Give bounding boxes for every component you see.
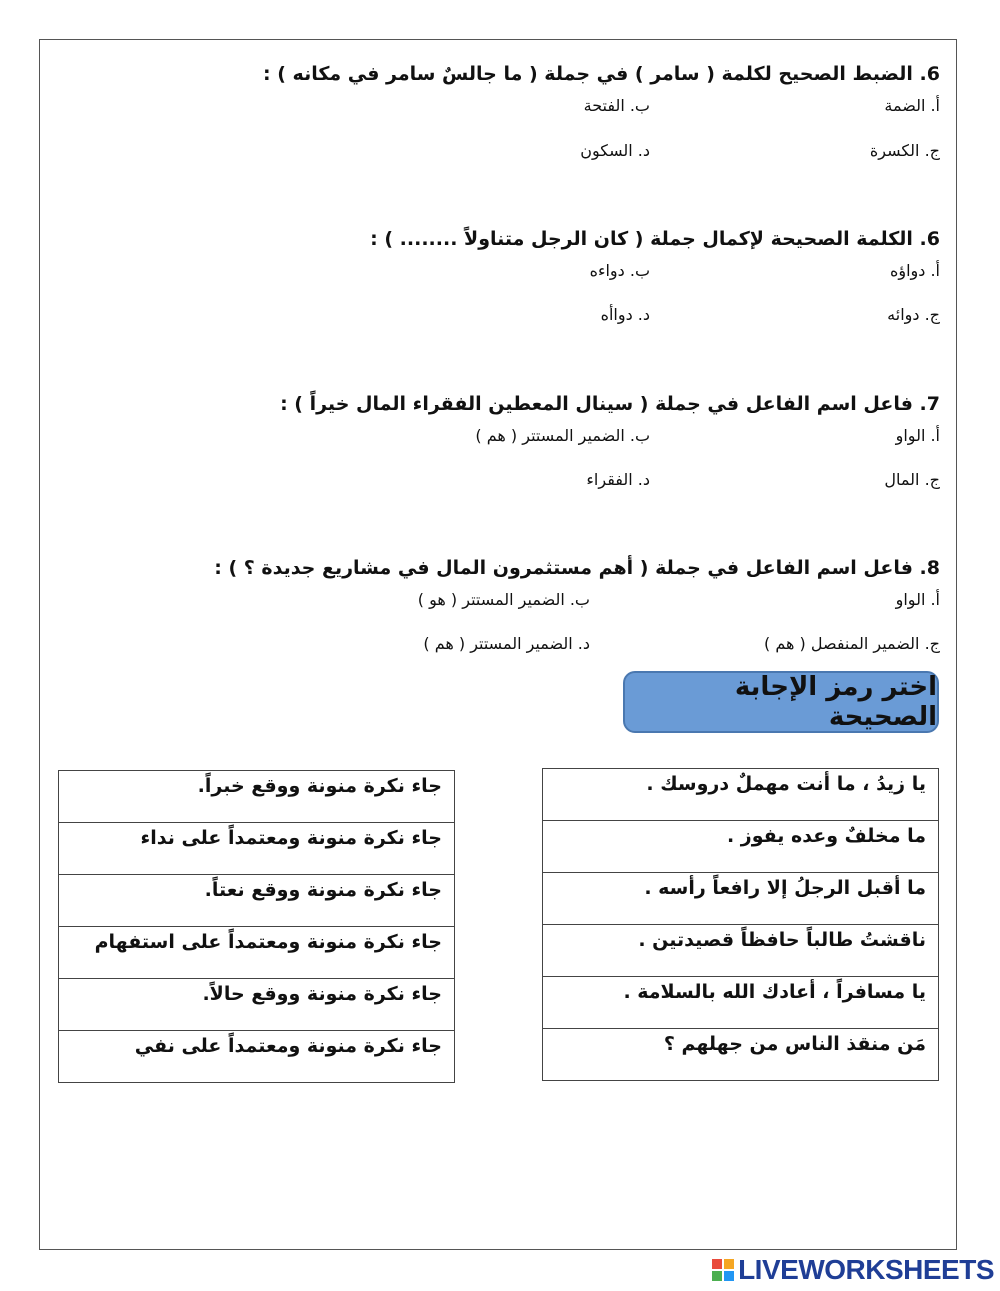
question-1: [240, 62, 940, 160]
question-3-text: 7. فاعل اسم الفاعل في جملة ( سينال المعطين الفقراء المال خيراً ) :: [280, 393, 940, 415]
table-row: [543, 977, 939, 1029]
sentences-table: [542, 768, 939, 1081]
question-2: [240, 227, 940, 324]
table-row: [543, 821, 939, 873]
q1-option-b[interactable]: ب. الفتحة: [583, 96, 650, 115]
q2-option-a[interactable]: أ. دواؤه: [889, 261, 940, 280]
q3-option-d[interactable]: د. الفقراء: [586, 470, 650, 489]
logo-mark-icon: [712, 1259, 734, 1281]
table-row: [59, 771, 455, 823]
reason-cell[interactable]: جاء نكرة منونة ومعتمداً على نفي: [59, 1031, 455, 1083]
table-row: [59, 979, 455, 1031]
logo-square-1: [712, 1259, 722, 1269]
q1-option-c[interactable]: ج. الكسرة: [869, 141, 940, 160]
q3-option-c[interactable]: ج. المال: [884, 470, 940, 489]
reason-cell[interactable]: جاء نكرة منونة ومعتمداً على استفهام: [59, 927, 455, 979]
table-row: [59, 823, 455, 875]
q1-option-d[interactable]: د. السكون: [580, 141, 650, 160]
sentence-cell[interactable]: ما أقبل الرجلُ إلا رافعاً رأسه .: [543, 873, 939, 925]
sentence-cell[interactable]: ناقشتُ طالباً حافظاً قصيدتين .: [543, 925, 939, 977]
question-4: [214, 556, 940, 653]
reason-cell[interactable]: جاء نكرة منونة ووقع خبراً.: [59, 771, 455, 823]
reasons-table: [58, 770, 455, 1083]
sentence-cell[interactable]: مَن منقذ الناس من جهلهم ؟: [543, 1029, 939, 1081]
table-row: [59, 927, 455, 979]
question-1-text: 6. الضبط الصحيح لكلمة ( سامر ) في جملة ( ما جالسٌ سامر في مكانه ) :: [263, 63, 940, 85]
q2-option-b[interactable]: ب. دواءه: [589, 261, 650, 280]
sentence-cell[interactable]: ما مخلفٌ وعده يفوز .: [543, 821, 939, 873]
logo-square-3: [712, 1271, 722, 1281]
instruction-banner: اختر رمز الإجابة الصحيحة: [623, 671, 939, 733]
logo-square-4: [724, 1271, 734, 1281]
table-row: [543, 769, 939, 821]
q2-option-d[interactable]: د. دواأه: [600, 305, 650, 324]
table-row: [59, 1031, 455, 1083]
logo-square-2: [724, 1259, 734, 1269]
table-row: [543, 873, 939, 925]
table-row: [543, 925, 939, 977]
table-row: [543, 1029, 939, 1081]
q4-option-a[interactable]: أ. الواو: [895, 590, 940, 609]
sentence-cell[interactable]: يا زيدُ ، ما أنت مهملٌ دروسك .: [543, 769, 939, 821]
question-2-text: 6. الكلمة الصحيحة لإكمال جملة ( كان الرجل متناولاً ........ ) :: [370, 228, 940, 250]
q2-option-c[interactable]: ج. دوائه: [887, 305, 940, 324]
reason-cell[interactable]: جاء نكرة منونة ووقع نعتاً.: [59, 875, 455, 927]
sentence-cell[interactable]: يا مسافراً ، أعادك الله بالسلامة .: [543, 977, 939, 1029]
q4-option-c[interactable]: ج. الضمير المنفصل ( هم ): [764, 634, 940, 653]
q4-option-d[interactable]: د. الضمير المستتر ( هم ): [423, 634, 590, 653]
question-3: [240, 392, 940, 489]
table-row: [59, 875, 455, 927]
logo-text: LIVEWORKSHEETS: [738, 1254, 994, 1285]
q3-option-b[interactable]: ب. الضمير المستتر ( هم ): [475, 426, 650, 445]
reason-cell[interactable]: جاء نكرة منونة ووقع حالاً.: [59, 979, 455, 1031]
liveworksheets-logo[interactable]: [712, 1255, 994, 1285]
reason-cell[interactable]: جاء نكرة منونة ومعتمداً على نداء: [59, 823, 455, 875]
q4-option-b[interactable]: ب. الضمير المستتر ( هو ): [417, 590, 590, 609]
q3-option-a[interactable]: أ. الواو: [895, 426, 940, 445]
q1-option-a[interactable]: أ. الضمة: [884, 96, 940, 115]
question-4-text: 8. فاعل اسم الفاعل في جملة ( أهم مستثمرون المال في مشاريع جديدة ؟ ) :: [214, 557, 940, 579]
